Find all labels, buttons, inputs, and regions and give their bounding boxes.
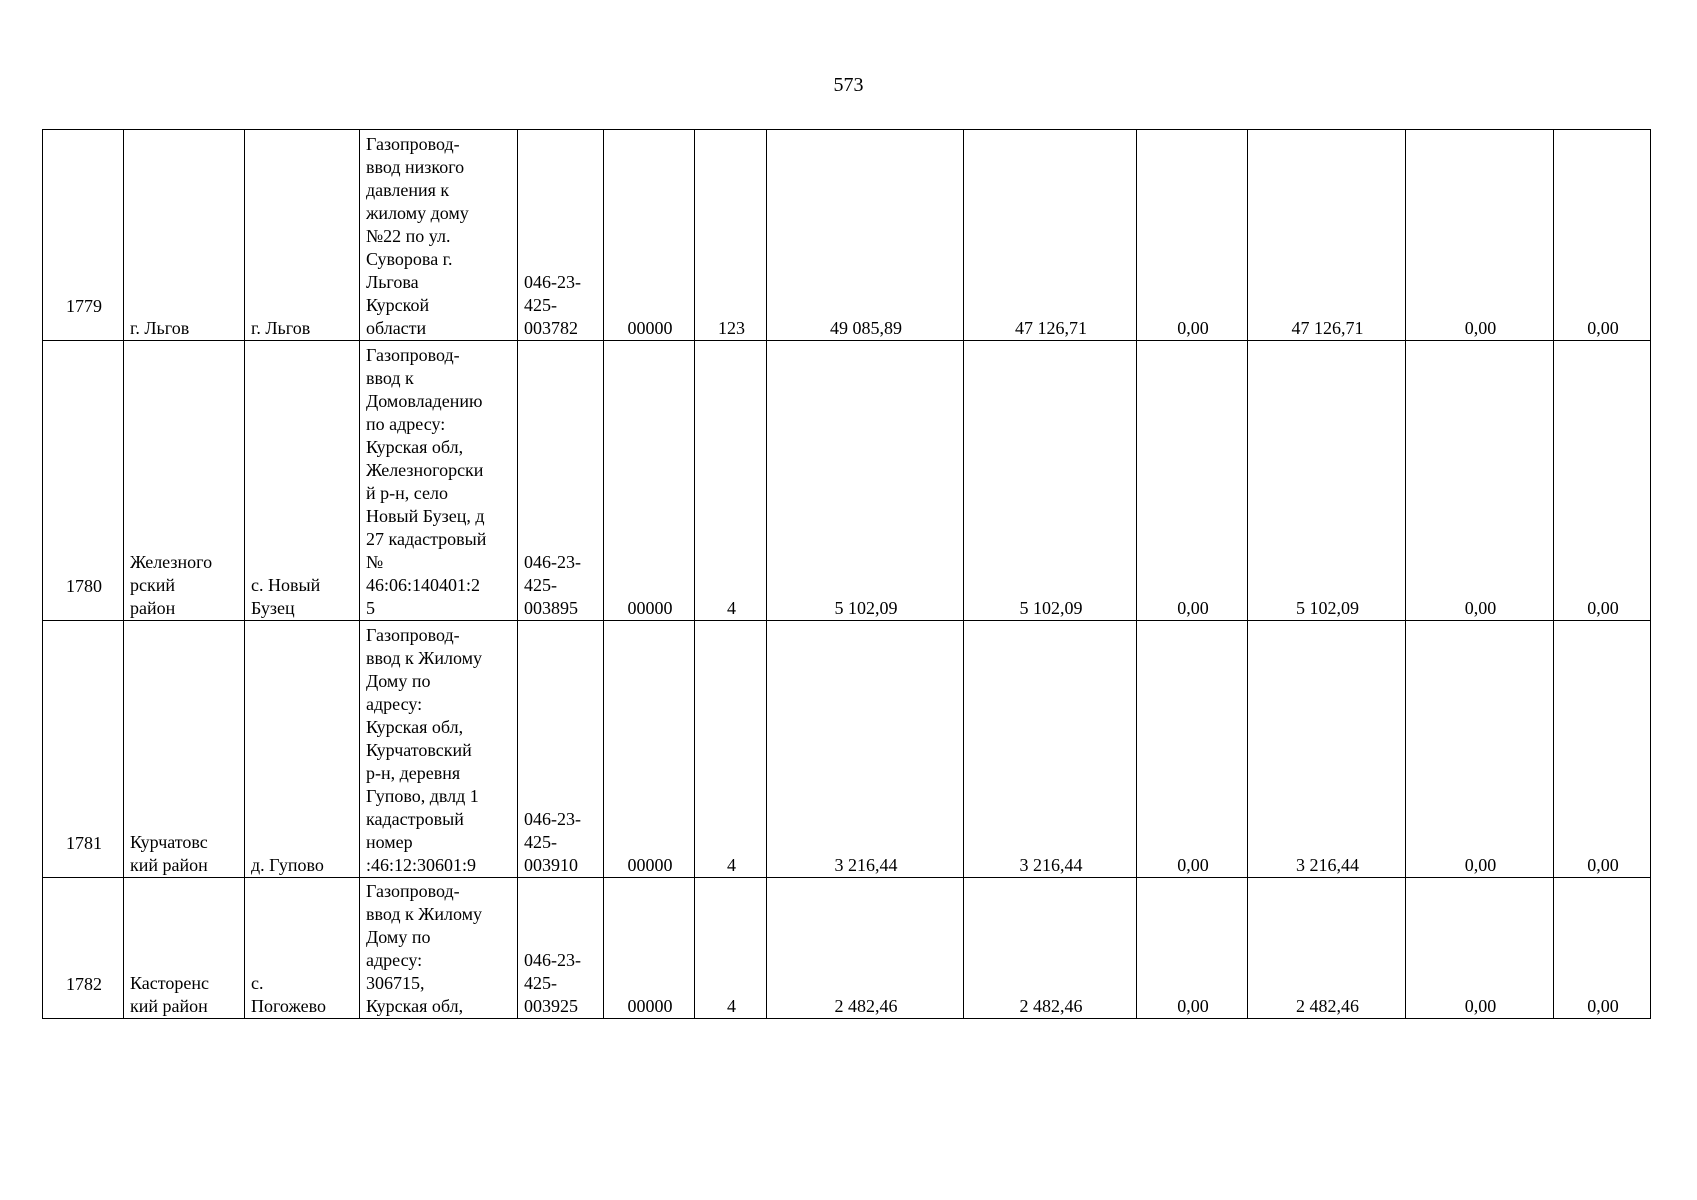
quantity-cell: 4: [695, 621, 767, 878]
asset-register-table: [42, 129, 1651, 1019]
value-cell-b: 2 482,46: [1248, 878, 1406, 1019]
row-number-cell: 1780: [43, 341, 124, 621]
description-cell: Газопровод- ввод к Домовладению по адресу: Курская обл, Железногорски й р-н, село Новый Бузец, д 27 кадастровый № 46:06:140401:2 5: [360, 341, 518, 621]
inventory-code-cell: 046-23- 425- 003782: [518, 130, 604, 341]
residual-value-cell: 3 216,44: [964, 621, 1137, 878]
district-cell: Курчатовс кий район: [124, 621, 245, 878]
cost-cell: 5 102,09: [767, 341, 964, 621]
account-cell: 00000: [604, 341, 695, 621]
table-row: [43, 130, 1651, 341]
district-cell: Железного рский район: [124, 341, 245, 621]
district-cell: г. Льгов: [124, 130, 245, 341]
inventory-code-cell: 046-23- 425- 003895: [518, 341, 604, 621]
value-cell-b: 47 126,71: [1248, 130, 1406, 341]
account-cell: 00000: [604, 621, 695, 878]
value-cell-c: 0,00: [1406, 130, 1554, 341]
locality-cell: г. Льгов: [245, 130, 360, 341]
inventory-code-cell: 046-23- 425- 003925: [518, 878, 604, 1019]
residual-value-cell: 2 482,46: [964, 878, 1137, 1019]
value-cell-d: 0,00: [1554, 130, 1651, 341]
value-cell-b: 3 216,44: [1248, 621, 1406, 878]
table-row: [43, 621, 1651, 878]
quantity-cell: 123: [695, 130, 767, 341]
row-number-cell: 1782: [43, 878, 124, 1019]
locality-cell: с. Погожево: [245, 878, 360, 1019]
value-cell-a: 0,00: [1137, 621, 1248, 878]
cost-cell: 3 216,44: [767, 621, 964, 878]
description-cell: Газопровод- ввод к Жилому Дому по адресу: 306715, Курская обл,: [360, 878, 518, 1019]
value-cell-d: 0,00: [1554, 878, 1651, 1019]
locality-cell: с. Новый Бузец: [245, 341, 360, 621]
row-number-cell: 1781: [43, 621, 124, 878]
value-cell-a: 0,00: [1137, 341, 1248, 621]
value-cell-a: 0,00: [1137, 878, 1248, 1019]
value-cell-c: 0,00: [1406, 341, 1554, 621]
value-cell-c: 0,00: [1406, 878, 1554, 1019]
value-cell-d: 0,00: [1554, 341, 1651, 621]
account-cell: 00000: [604, 130, 695, 341]
quantity-cell: 4: [695, 878, 767, 1019]
value-cell-a: 0,00: [1137, 130, 1248, 341]
description-cell: Газопровод- ввод низкого давления к жилому дому №22 по ул. Суворова г. Льгова Курской области: [360, 130, 518, 341]
page-number: 573: [833, 74, 864, 96]
value-cell-b: 5 102,09: [1248, 341, 1406, 621]
residual-value-cell: 47 126,71: [964, 130, 1137, 341]
account-cell: 00000: [604, 878, 695, 1019]
table-row: [43, 341, 1651, 621]
inventory-code-cell: 046-23- 425- 003910: [518, 621, 604, 878]
cost-cell: 49 085,89: [767, 130, 964, 341]
quantity-cell: 4: [695, 341, 767, 621]
table-row: [43, 878, 1651, 1019]
residual-value-cell: 5 102,09: [964, 341, 1137, 621]
value-cell-c: 0,00: [1406, 621, 1554, 878]
cost-cell: 2 482,46: [767, 878, 964, 1019]
locality-cell: д. Гупово: [245, 621, 360, 878]
description-cell: Газопровод- ввод к Жилому Дому по адресу: Курская обл, Курчатовский р-н, деревня Гупово, двлд 1 кадастровый номер :46:12:30601:9: [360, 621, 518, 878]
district-cell: Касторенс кий район: [124, 878, 245, 1019]
row-number-cell: 1779: [43, 130, 124, 341]
value-cell-d: 0,00: [1554, 621, 1651, 878]
